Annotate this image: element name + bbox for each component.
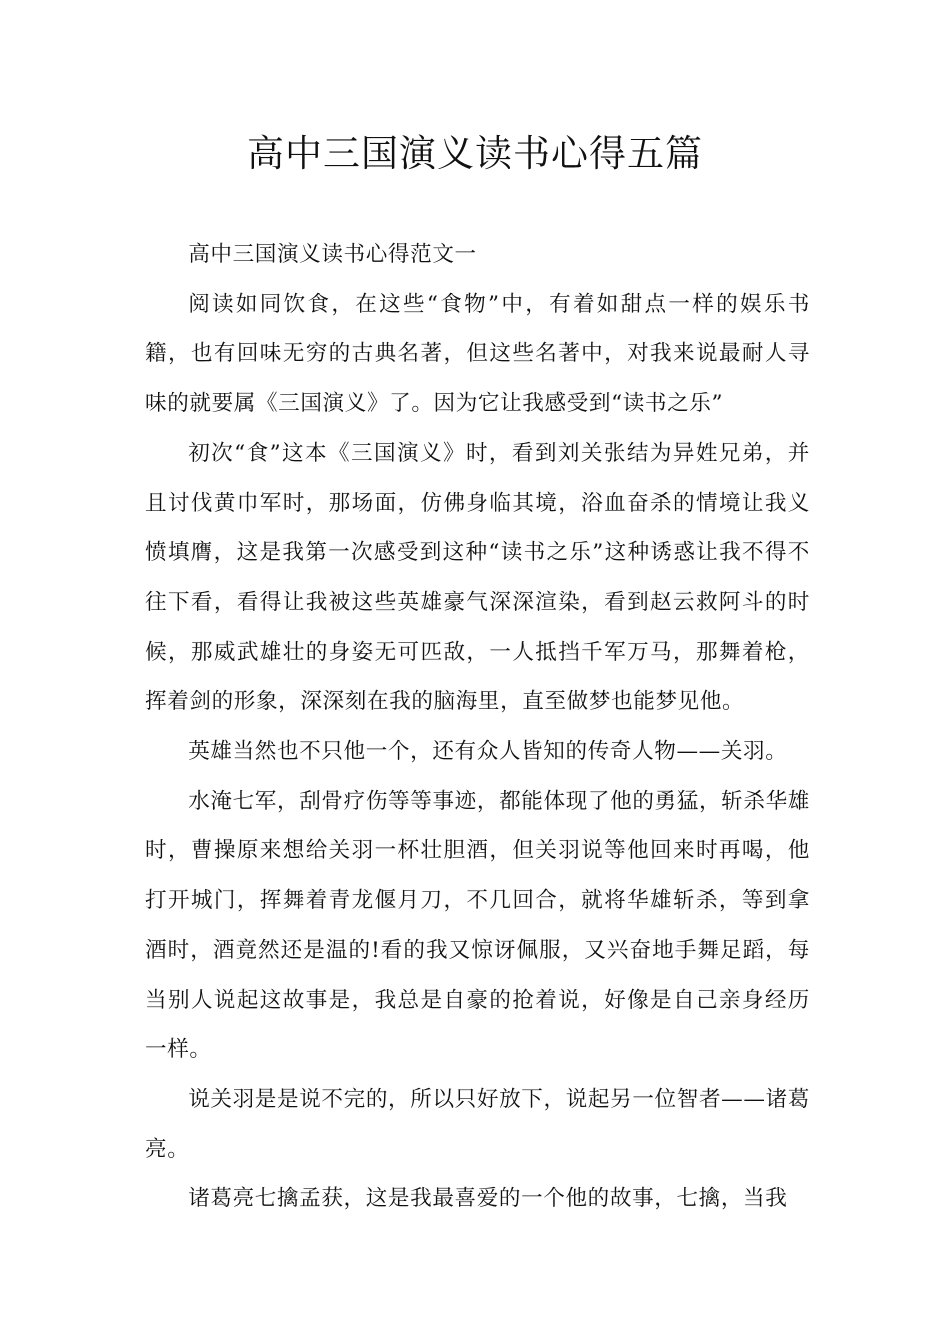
paragraph-subtitle: 高中三国演义读书心得范文一 <box>188 242 477 267</box>
paragraph: 说关羽是是说不完的，所以只好放下，说起另一位智者——诸葛亮。 <box>145 1086 810 1162</box>
paragraph: 英雄当然也不只他一个，还有众人皆知的传奇人物——关羽。 <box>188 739 788 765</box>
paragraph: 初次“食”这本《三国演义》时，看到刘关张结为异姓兄弟，并且讨伐黄巾军时，那场面，仿佛身临其境，浴血奋杀的情境让我义愤填膺，这是我第一次感受到这种“读书之乐”这种诱惑让我不得不往下看，看得让我被这些英雄豪气深深渲染，看到赵云救阿斗的时候，那威武雄壮的身姿无可匹敌，一人抵挡千军万马，那舞着枪，挥着剑的形象，深深刻在我的脑海里，直至做梦也能梦见他。 <box>145 440 810 715</box>
paragraph: 诸葛亮七擒孟获，这是我最喜爱的一个他的故事，七擒，当我 <box>188 1186 788 1212</box>
document-title: 高中三国演义读书心得五篇 <box>247 132 703 175</box>
paragraph: 阅读如同饮食，在这些“食物”中，有着如甜点一样的娱乐书籍，也有回味无穷的古典名著，但这些名著中，对我来说最耐人寻味的就要属《三国演义》了。因为它让我感受到“读书之乐” <box>145 291 810 417</box>
document-body <box>145 230 810 1224</box>
paragraph: 水淹七军，刮骨疗伤等等事迹，都能体现了他的勇猛，斩杀华雄时，曹操原来想给关羽一杯壮胆酒，但关羽说等他回来时再喝，他打开城门，挥舞着青龙偃月刀，不几回合，就将华雄斩杀，等到拿酒时，酒竟然还是温的!看的我又惊讶佩服，又兴奋地手舞足蹈，每当别人说起这故事是，我总是自豪的抢着说，好像是自己亲身经历一样。 <box>145 788 810 1063</box>
